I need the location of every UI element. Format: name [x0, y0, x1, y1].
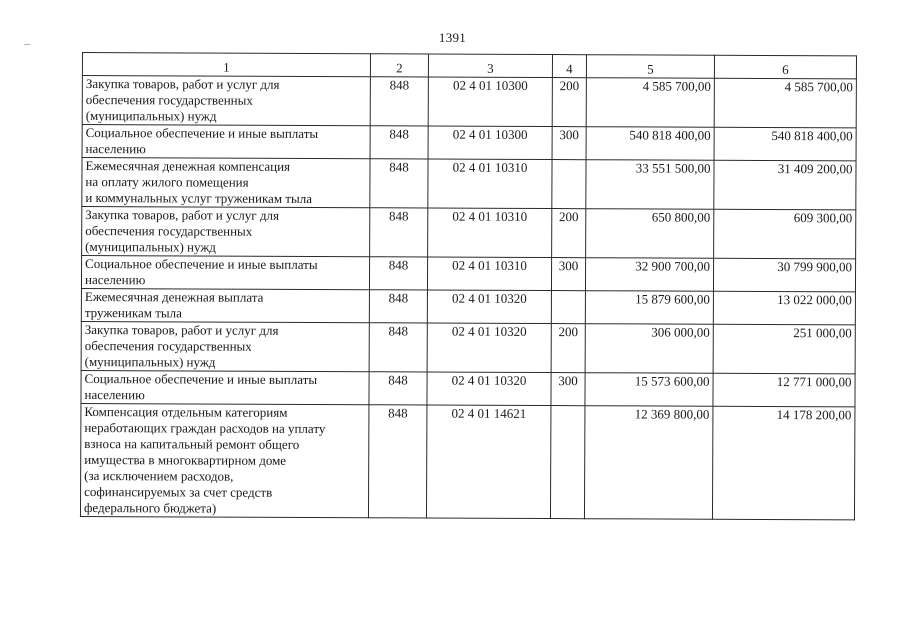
header-col-1: 1	[82, 53, 370, 77]
row-code-cell: 848	[370, 77, 428, 126]
row-type-cell	[551, 291, 585, 324]
row-name-line: труженикам тыла	[84, 305, 182, 321]
row-name-line: федерального бюджета)	[83, 500, 217, 516]
row-code-cell: 848	[370, 126, 428, 159]
row-amount-year2-cell: 251 000,00	[713, 324, 855, 374]
table-row	[81, 256, 855, 292]
row-code-cell: 848	[369, 290, 427, 323]
row-amount-year1-cell: 15 573 600,00	[585, 373, 713, 407]
row-type-cell: 300	[552, 127, 586, 160]
header-col-4: 4	[552, 55, 586, 78]
row-type-cell: 200	[552, 209, 586, 258]
row-name-cell	[80, 403, 368, 517]
table-row	[82, 158, 856, 210]
row-name-line: обеспечения государственных	[85, 92, 253, 108]
row-type-cell: 300	[551, 258, 585, 291]
row-name-line: Компенсация отдельным категориям	[84, 404, 288, 420]
header-col-2: 2	[370, 54, 428, 77]
row-type-cell	[552, 160, 586, 209]
table-body	[80, 76, 856, 520]
budget-table	[80, 52, 857, 520]
row-name-line: населению	[84, 387, 145, 403]
page-number: 1391	[438, 30, 467, 45]
row-name-cell	[82, 158, 370, 208]
row-amount-year1-cell: 32 900 700,00	[585, 258, 713, 292]
row-type-cell: 300	[551, 373, 585, 406]
row-amount-year1-cell: 540 818 400,00	[586, 127, 714, 161]
row-name-line: обеспечения государственных	[84, 338, 252, 354]
row-code-cell: 848	[370, 208, 428, 257]
row-name-line: неработающих граждан расходов на уплату	[84, 420, 326, 437]
row-name-line: взноса на капитальный ремонт общего	[84, 436, 300, 452]
row-name-line: населению	[85, 141, 146, 157]
row-name-line: Закупка товаров, работ и услуг для	[84, 322, 279, 338]
row-target-cell: 02 4 01 10320	[427, 372, 551, 406]
row-name-cell	[82, 76, 370, 126]
row-name-line: (муниципальных) нужд	[84, 354, 216, 370]
table-row	[81, 288, 855, 324]
table-row	[82, 207, 856, 259]
row-target-cell: 02 4 01 10310	[428, 208, 552, 258]
table-row	[82, 125, 856, 161]
table-row	[81, 370, 855, 406]
row-amount-year1-cell: 33 551 500,00	[586, 160, 714, 210]
row-target-cell: 02 4 01 10300	[428, 126, 552, 160]
row-name-cell	[82, 207, 370, 257]
row-amount-year1-cell: 12 369 800,00	[584, 406, 712, 520]
table-row	[82, 76, 856, 128]
row-name-line: Закупка товаров, работ и услуг для	[85, 207, 279, 223]
row-code-cell: 848	[368, 405, 426, 518]
row-name-line: Закупка товаров, работ и услуг для	[85, 76, 280, 92]
table-header-row	[82, 53, 856, 79]
row-name-cell	[81, 288, 369, 322]
row-amount-year2-cell: 14 178 200,00	[712, 406, 854, 520]
row-name-line: на оплату жилого помещения	[85, 174, 249, 190]
row-target-cell: 02 4 01 10320	[427, 290, 551, 324]
row-name-line: имущества в многоквартирном доме	[84, 452, 287, 468]
row-code-cell: 848	[369, 257, 427, 290]
row-name-line: Социальное обеспечение и иные выплаты	[85, 256, 318, 273]
row-name-line: Социальное обеспечение и иные выплаты	[84, 371, 318, 388]
row-target-cell: 02 4 01 10320	[427, 323, 551, 373]
row-target-cell: 02 4 01 14621	[426, 405, 550, 519]
header-col-6: 6	[714, 55, 856, 79]
row-target-cell: 02 4 01 10300	[428, 77, 552, 127]
table-row	[80, 403, 854, 519]
row-code-cell: 848	[369, 372, 427, 405]
row-amount-year2-cell: 13 022 000,00	[713, 291, 855, 325]
row-type-cell	[550, 406, 584, 519]
row-name-line: Социальное обеспечение и иные выплаты	[85, 125, 319, 142]
row-name-line: софинансируемых за счет средств	[84, 484, 273, 500]
header-col-3: 3	[428, 54, 552, 78]
row-amount-year2-cell: 540 818 400,00	[714, 127, 856, 161]
row-target-cell: 02 4 01 10310	[428, 159, 552, 209]
row-amount-year2-cell: 609 300,00	[714, 209, 856, 259]
row-name-cell	[82, 125, 370, 159]
row-name-line: (муниципальных) нужд	[85, 239, 216, 255]
row-amount-year1-cell: 15 879 600,00	[585, 291, 713, 325]
row-name-line: Ежемесячная денежная выплата	[84, 289, 264, 305]
row-code-cell: 848	[369, 323, 427, 372]
row-amount-year1-cell: 4 585 700,00	[586, 78, 714, 128]
row-type-cell: 200	[552, 78, 586, 127]
row-amount-year1-cell: 306 000,00	[585, 324, 713, 374]
row-name-cell	[81, 256, 369, 290]
row-name-line: населению	[84, 272, 146, 288]
row-target-cell: 02 4 01 10310	[427, 257, 551, 291]
row-amount-year2-cell: 4 585 700,00	[714, 78, 856, 128]
table-row	[81, 321, 855, 373]
row-type-cell: 200	[551, 324, 585, 373]
row-name-line: и коммунальных услуг труженикам тыла	[85, 190, 313, 207]
row-name-cell	[81, 370, 369, 404]
row-amount-year2-cell: 31 409 200,00	[714, 160, 856, 210]
row-amount-year2-cell: 12 771 000,00	[713, 373, 855, 407]
row-name-line: (муниципальных) нужд	[85, 108, 217, 124]
row-name-line: (за исключением расходов,	[84, 468, 234, 484]
row-name-line: обеспечения государственных	[85, 223, 253, 239]
row-name-line: Ежемесячная денежная компенсация	[85, 158, 291, 174]
header-col-5: 5	[586, 55, 714, 79]
row-code-cell: 848	[370, 159, 428, 208]
row-amount-year2-cell: 30 799 900,00	[713, 258, 855, 292]
row-name-cell	[81, 321, 369, 371]
row-amount-year1-cell: 650 800,00	[586, 209, 714, 259]
